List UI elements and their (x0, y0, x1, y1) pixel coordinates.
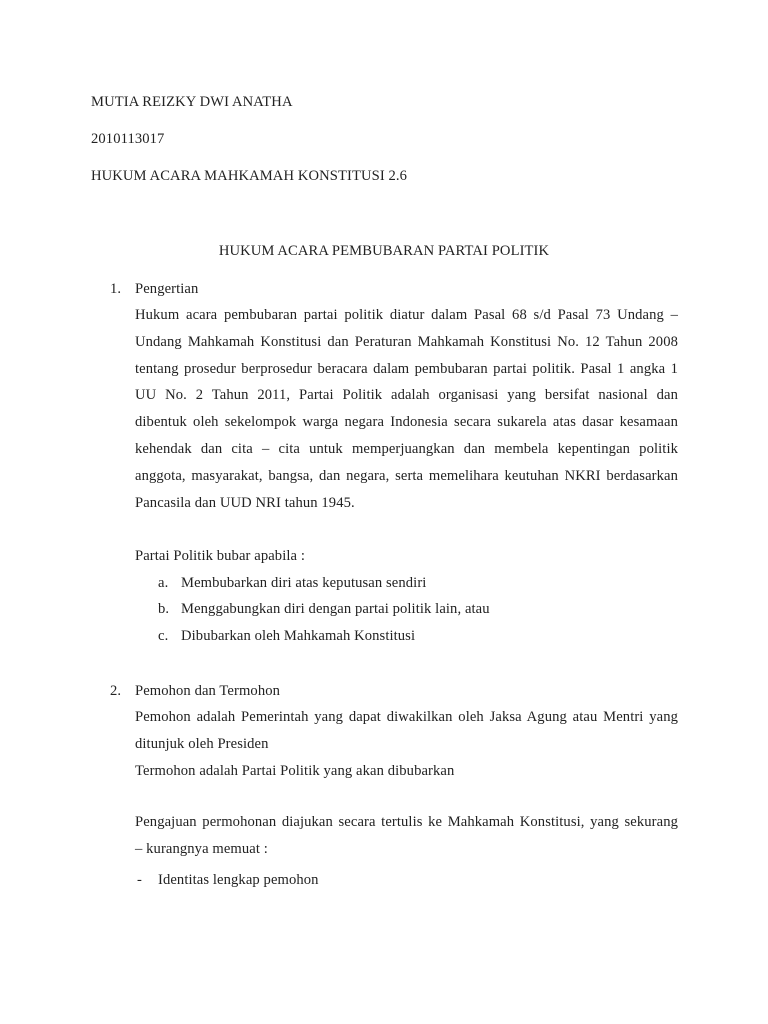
section-2-paragraph-2 (135, 809, 678, 863)
paragraph-line: ditunjuk oleh Presiden (135, 735, 269, 752)
author-name: MUTIA REIZKY DWI ANATHA (91, 94, 293, 110)
section-1-paragraph (135, 302, 678, 516)
paragraph-line: Hukum acara pembubaran partai politik diatur dalam Pasal 68 s/d Pasal 73 Undang – (135, 307, 678, 323)
list-intro: Partai Politik bubar apabila : (135, 548, 305, 564)
paragraph-line: UU No. 2 Tahun 2011, Partai Politik adalah organisasi yang bersifat nasional dan (135, 387, 678, 404)
section-2-paragraph (135, 704, 678, 758)
section-2-heading: Pemohon dan Termohon (135, 683, 281, 699)
list-item-text: Dibubarkan oleh Mahkamah Konstitusi (181, 628, 416, 644)
section-1-number: 1. (110, 281, 122, 297)
paragraph-line: dibentuk oleh sekelompok warga negara Indonesia secara sukarela atas dasar kesamaan (135, 414, 678, 431)
section-2-number: 2. (110, 683, 122, 699)
document-title: HUKUM ACARA PEMBUBARAN PARTAI POLITIK (218, 243, 550, 259)
paragraph-line: kehendak dan cita – cita untuk memperjuangkan dan membela kepentingan politik (135, 440, 678, 457)
list-item-letter: c. (158, 628, 169, 644)
paragraph-line: – kurangnya memuat : (135, 840, 268, 857)
student-id: 2010113017 (91, 131, 165, 147)
list-item-text: Membubarkan diri atas keputusan sendiri (181, 575, 427, 591)
paragraph-line: Pengajuan permohonan diajukan secara tertulis ke Mahkamah Konstitusi, yang sekurang (135, 814, 678, 830)
dash-item-text: Identitas lengkap pemohon (158, 872, 319, 888)
paragraph-line: Pemohon adalah Pemerintah yang dapat diwakilkan oleh Jaksa Agung atau Mentri yang (135, 709, 678, 725)
dash-bullet: - (137, 872, 142, 888)
paragraph-line: tentang prosedur berprosedur beracara dalam pembubaran partai politik. Pasal 1 angka 1 (135, 360, 678, 377)
section-1-heading: Pengertian (135, 281, 199, 297)
course-name: HUKUM ACARA MAHKAMAH KONSTITUSI 2.6 (91, 168, 408, 184)
termohon-line: Termohon adalah Partai Politik yang akan dibubarkan (135, 763, 455, 779)
list-item-text: Menggabungkan diri dengan partai politik lain, atau (181, 601, 490, 617)
paragraph-line: anggota, masyarakat, bangsa, dan negara, serta memelihara keutuhan NKRI berdasarkan (135, 467, 678, 484)
list-item-letter: a. (158, 575, 169, 591)
paragraph-line: Undang Mahkamah Konstitusi dan Peraturan Mahkamah Konstitusi No. 12 Tahun 2008 (135, 333, 678, 350)
list-item-letter: b. (158, 601, 170, 617)
paragraph-line: Pancasila dan UUD NRI tahun 1945. (135, 494, 355, 511)
